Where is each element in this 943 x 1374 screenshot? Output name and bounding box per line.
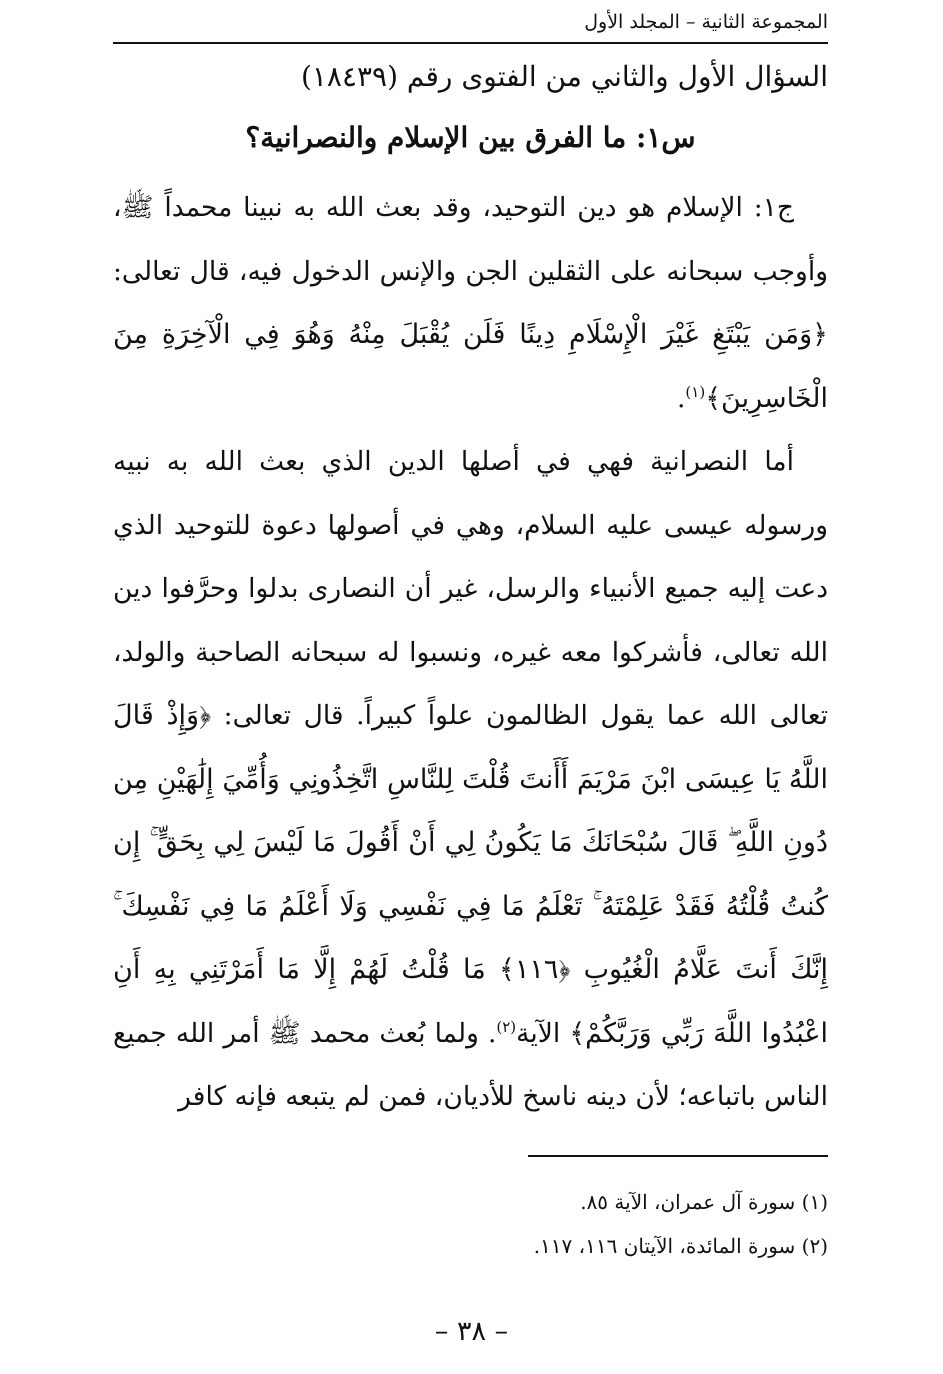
footnote-ref-1: (١)	[685, 382, 706, 401]
footnote-1: (١) سورة آل عمران، الآية ٨٥.	[580, 1190, 828, 1214]
quran-verse-maidah: ﴿وَإِذْ قَالَ اللَّهُ يَا عِيسَى ابْنَ مَرْيَمَ أَأَنتَ قُلْتَ لِلنَّاسِ اتَّخِذُونِي وَأُمِّيَ إِلَٰهَيْنِ مِن دُونِ اللَّهِ ۖ قَالَ سُبْحَانَكَ مَا يَكُونُ لِي أَنْ أَقُولَ مَا لَيْسَ لِي بِحَقٍّ ۚ إِن كُنتُ قُلْتُهُ فَقَدْ عَلِمْتَهُ ۚ تَعْلَمُ مَا فِي نَفْسِي وَلَا أَعْلَمُ مَا فِي نَفْسِكَ ۚ إِنَّكَ أَنتَ عَلَّامُ الْغُيُوبِ ﴿١١٦﴾ مَا قُلْتُ لَهُمْ إِلَّا مَا أَمَرْتَنِي بِهِ أَنِ اعْبُدُوا اللَّهَ رَبِّي وَرَبَّكُمْ﴾	[113, 700, 828, 1049]
footnote-ref-2: (٢)	[496, 1017, 517, 1036]
page-body	[113, 46, 828, 1129]
footnotes	[113, 1180, 828, 1268]
christianity-text-end: . ولما بُعث محمد ﷺ أمر الله جميع الناس باتباعه؛ لأن دينه ناسخ للأديان، فمن لم يتبعه فإنه كافر	[113, 1017, 828, 1112]
answer-text-end: .	[676, 382, 686, 414]
fatwa-reference: السؤال الأول والثاني من الفتوى رقم (١٨٤٣٩)	[300, 60, 828, 93]
footnote-2: (٢) سورة المائدة، الآيتان ١١٦، ١١٧.	[533, 1234, 828, 1258]
page-number: – ٣٨ –	[434, 1316, 509, 1347]
running-title: المجموعة الثانية – المجلد الأول	[584, 11, 828, 33]
running-header	[113, 4, 828, 44]
christianity-text: أما النصرانية فهي في أصلها الدين الذي بعث الله به نبيه ورسوله عيسى عليه السلام، وهي في أصولها دعوة للتوحيد الذي دعت إليه جميع الأنبياء والرسل، غير أن النصارى بدلوا وحرَّفوا دين الله تعالى، فأشركوا معه غيره، ونسبوا له سبحانه الصاحبة والولد، تعالى الله عما يقول الظالمون علواً كبيراً. قال تعالى:	[113, 446, 828, 731]
quran-verse: ﴿وَمَن يَبْتَغِ غَيْرَ الْإِسْلَامِ دِينًا فَلَن يُقْبَلَ مِنْهُ وَهُوَ فِي الْآخِرَةِ مِنَ الْخَاسِرِينَ﴾	[113, 319, 828, 414]
verse-suffix: الآية	[516, 1017, 561, 1049]
christianity-paragraph	[113, 430, 828, 1129]
question-heading: س١: ما الفرق بين الإسلام والنصرانية؟	[245, 121, 696, 154]
answer-text: ج١: الإسلام هو دين التوحيد، وقد بعث الله به نبينا محمداً ﷺ، وأوجب سبحانه على الثقلين الجن والإنس الدخول فيه، قال تعالى:	[113, 192, 828, 287]
answer-paragraph	[113, 176, 828, 430]
footnote-separator	[528, 1155, 828, 1157]
